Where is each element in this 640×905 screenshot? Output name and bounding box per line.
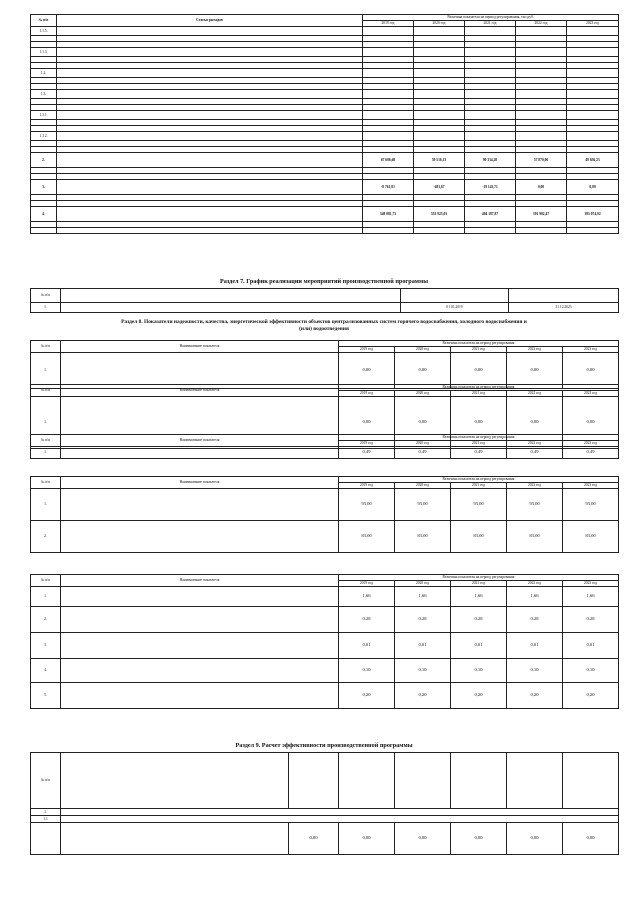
year-header: 2023 год: [563, 391, 619, 397]
year-header: 2020 год: [395, 581, 451, 587]
row-value: 0,49: [339, 447, 395, 459]
row-label: [57, 207, 363, 222]
row-value: 0,28: [507, 607, 563, 633]
row-value: [414, 90, 465, 99]
row-value: [516, 132, 567, 141]
row-value: 0,00: [507, 353, 563, 389]
row-value: [465, 48, 516, 57]
row-value: 0,00: [395, 823, 451, 855]
cost-row: [31, 48, 619, 57]
row-value: [567, 132, 619, 141]
year-header: 2023 год: [563, 581, 619, 587]
s8-col-no: № п/п: [31, 477, 61, 489]
row-value: [363, 48, 414, 57]
section7-title: Раздел 7. График реализации мероприятий производственной программы: [219, 278, 429, 285]
row-value: [567, 111, 619, 120]
row-number: 5.: [31, 683, 61, 709]
indicator-row: [31, 607, 619, 633]
s9-col-name: [61, 753, 289, 809]
col-item-header: Статья расходов: [57, 15, 363, 27]
row-label: [57, 228, 363, 234]
row-value: 395 074,92: [567, 207, 619, 222]
row-value: 0,01: [339, 633, 395, 659]
row-value: [363, 90, 414, 99]
row-value: 0,00: [451, 823, 507, 855]
row-value: [465, 69, 516, 78]
row-value: 0,00: [395, 397, 451, 449]
row-number: 3.: [31, 633, 61, 659]
row-value: 0,49: [563, 447, 619, 459]
s9-col-no: № п/п: [31, 753, 61, 809]
row-value: 0,49: [451, 447, 507, 459]
row-value: 90 334,20: [465, 153, 516, 168]
row-value: [363, 27, 414, 36]
total-row: [31, 207, 619, 222]
s7-col-no: № п/п: [31, 289, 61, 303]
row-value: [414, 111, 465, 120]
row-value: -9 761,81: [363, 180, 414, 195]
row-value: 49 656,23: [567, 153, 619, 168]
row-value: 57 870,06: [516, 153, 567, 168]
year-header: 2019 год: [339, 391, 395, 397]
row-value: 0,10: [451, 659, 507, 683]
row-value: [414, 48, 465, 57]
row-value: -19 143,71: [465, 180, 516, 195]
year-header: 2021 год: [451, 483, 507, 489]
section9-title: Раздел 9. Расчет эффективности производственной программы: [235, 742, 413, 749]
s8-col-name: Наименование показателя: [61, 385, 339, 397]
s9-col-year: [395, 753, 451, 809]
row-number: 1.: [31, 587, 61, 607]
row-number: 1.: [31, 397, 61, 449]
year-header: 2021 год: [451, 391, 507, 397]
row-value: 93,00: [451, 489, 507, 521]
row-value: 1,66: [395, 587, 451, 607]
row-value: 0,20: [507, 683, 563, 709]
row-value: [363, 69, 414, 78]
row-label: [61, 489, 339, 521]
year-header: 2023 год: [563, 441, 619, 447]
row-value: [567, 48, 619, 57]
cost-row: [31, 69, 619, 78]
total-subrow: [31, 228, 619, 234]
indicator-table: [30, 574, 619, 709]
s9-sub-label: [61, 816, 619, 823]
total-row: [31, 180, 619, 195]
row-value: 93,00: [395, 489, 451, 521]
row-value: 83,00: [451, 521, 507, 553]
row-value: 0,20: [563, 683, 619, 709]
row-value: 0,01: [507, 633, 563, 659]
s8-col-name: Наименование показателя: [61, 341, 339, 353]
indicator-row: [31, 683, 619, 709]
row-value: 1,66: [563, 587, 619, 607]
indicator-row: [31, 659, 619, 683]
cost-table: [30, 14, 619, 234]
row-value: [516, 69, 567, 78]
row-value: [363, 228, 414, 234]
indicator-row: [31, 633, 619, 659]
row-value: [516, 48, 567, 57]
indicator-row: [31, 489, 619, 521]
year-header: 2019 год: [363, 21, 414, 27]
row-value: 0,00: [451, 353, 507, 389]
row-value: [465, 27, 516, 36]
s8-col-no: № п/п: [31, 385, 61, 397]
section7-table: [30, 288, 619, 313]
year-header: 2022 год: [507, 391, 563, 397]
row-number: 1.: [31, 353, 61, 389]
year-header: 2021 год: [451, 581, 507, 587]
s7-row-start: 01.01.2019: [401, 303, 509, 313]
row-number: 1.: [31, 489, 61, 521]
row-value: 0,10: [563, 659, 619, 683]
year-header: 2022 год: [507, 441, 563, 447]
year-header: 2023 год: [563, 347, 619, 353]
row-value: [516, 111, 567, 120]
row-label: [61, 659, 339, 683]
s9-col-year: [339, 753, 395, 809]
section9-table: [30, 752, 619, 855]
row-value: [363, 132, 414, 141]
row-value: [414, 69, 465, 78]
s7-row-no: 1.: [31, 303, 61, 313]
s7-col-end: [509, 289, 619, 303]
row-number: 1.: [31, 447, 61, 459]
row-value: 0,00: [339, 823, 395, 855]
year-header: 2020 год: [395, 441, 451, 447]
year-header: 2020 год: [414, 21, 465, 27]
row-value: 0,00: [563, 397, 619, 449]
s7-row-end: 31.12.2023: [509, 303, 619, 313]
row-label: [61, 521, 339, 553]
row-value: 83,00: [395, 521, 451, 553]
row-label: [57, 180, 363, 195]
row-value: [414, 27, 465, 36]
row-value: [414, 132, 465, 141]
row-value: 348 081,73: [363, 207, 414, 222]
row-value: 0,00: [507, 397, 563, 449]
row-value: 0,00: [567, 180, 619, 195]
year-header: 2021 год: [451, 347, 507, 353]
row-number: 1.3.2.: [31, 132, 57, 141]
indicator-table: [30, 340, 619, 389]
row-value: 93,00: [563, 489, 619, 521]
section8-title-line2: (или) водоотведения: [299, 326, 349, 332]
row-label: [61, 447, 339, 459]
cost-row: [31, 111, 619, 120]
row-value: 1,66: [339, 587, 395, 607]
row-value: [414, 228, 465, 234]
cost-row: [31, 27, 619, 36]
row-value: 0,20: [451, 683, 507, 709]
row-value: [465, 90, 516, 99]
row-value: 67 606,68: [363, 153, 414, 168]
row-value: 0,28: [563, 607, 619, 633]
row-value: 404 187,87: [465, 207, 516, 222]
row-value: 0,00: [563, 823, 619, 855]
row-value: 0,00: [451, 397, 507, 449]
row-number: 1.1.5.: [31, 27, 57, 36]
row-number: 1.2.: [31, 69, 57, 78]
s8-col-name: Наименование показателя: [61, 477, 339, 489]
row-value: 83,00: [507, 521, 563, 553]
row-value: [516, 90, 567, 99]
row-value: [516, 228, 567, 234]
year-header: 2019 год: [339, 441, 395, 447]
row-label: [57, 153, 363, 168]
indicator-table: [30, 476, 619, 553]
row-value: 83,00: [563, 521, 619, 553]
row-value: 0,28: [339, 607, 395, 633]
year-header: 2022 год: [507, 483, 563, 489]
row-label: [57, 132, 363, 141]
row-value: [363, 111, 414, 120]
row-label: [57, 111, 363, 120]
year-header: 2022 год: [516, 21, 567, 27]
row-value: 59 516,13: [414, 153, 465, 168]
row-label: [57, 90, 363, 99]
row-value: 0,00: [507, 823, 563, 855]
s7-col-name: [61, 289, 401, 303]
row-label: [61, 587, 339, 607]
indicator-table: [30, 434, 619, 459]
s9-col-year: [563, 753, 619, 809]
s8-col-name: Наименование показателя: [61, 435, 339, 447]
year-header: 2023 год: [563, 483, 619, 489]
s9-col-year: [507, 753, 563, 809]
row-label: [57, 27, 363, 36]
row-value: 0,00: [289, 823, 339, 855]
row-label: [61, 683, 339, 709]
total-row: [31, 153, 619, 168]
year-header: 2022 год: [507, 581, 563, 587]
s7-col-start: [401, 289, 509, 303]
row-value: 0,00: [339, 353, 395, 389]
s7-row-name: [61, 303, 401, 313]
row-label: [57, 69, 363, 78]
col-no-header: № п/п: [31, 15, 57, 27]
row-value: 0,10: [507, 659, 563, 683]
section8-title-line1: Раздел 8. Показатели надежности, качества, энергетической эффективности объектов централизованных систем горячего водоснабжения, холодного водоснабжения и: [121, 319, 527, 325]
row-value: [567, 90, 619, 99]
row-value: 0,28: [451, 607, 507, 633]
row-value: 93,00: [507, 489, 563, 521]
s8-col-period: Величина показателя на период регулирования: [339, 477, 619, 483]
row-value: 391 902,47: [516, 207, 567, 222]
indicator-row: [31, 521, 619, 553]
row-value: [516, 27, 567, 36]
row-value: 0,20: [339, 683, 395, 709]
row-value: 0,01: [563, 633, 619, 659]
s9-sub-no: 1.1: [31, 816, 61, 823]
s9-group-no: 1.: [31, 809, 61, 816]
row-value: [465, 228, 516, 234]
row-value: 0,10: [395, 659, 451, 683]
year-header: 2023 год: [567, 21, 619, 27]
s9-col-base: [289, 753, 339, 809]
row-value: 83,00: [339, 521, 395, 553]
row-value: [465, 132, 516, 141]
s8-col-name: Наименование показателя: [61, 575, 339, 587]
row-number: [31, 228, 57, 234]
row-number: 3.: [31, 180, 57, 195]
s8-col-no: № п/п: [31, 575, 61, 587]
year-header: 2019 год: [339, 347, 395, 353]
s8-col-period: Величина показателя на период регулирования: [339, 385, 619, 391]
row-value: [567, 69, 619, 78]
row-value: 0,00: [516, 180, 567, 195]
row-value: 1,66: [451, 587, 507, 607]
row-value: 0,00: [339, 397, 395, 449]
year-header: 2021 год: [465, 21, 516, 27]
year-header: 2021 год: [451, 441, 507, 447]
year-header: 2019 год: [339, 581, 395, 587]
row-value: 93,00: [339, 489, 395, 521]
row-value: 0,49: [507, 447, 563, 459]
row-number: 2.: [31, 521, 61, 553]
cost-row: [31, 90, 619, 99]
year-header: 2020 год: [395, 347, 451, 353]
s8-col-period: Величина показателя на период регулирования: [339, 435, 619, 441]
row-number: 4.: [31, 207, 57, 222]
s8-col-no: № п/п: [31, 341, 61, 353]
row-number: 1.1.3.: [31, 48, 57, 57]
row-value: [567, 27, 619, 36]
row-number: 1.3.: [31, 90, 57, 99]
row-value: [567, 228, 619, 234]
row-value: 1,66: [507, 587, 563, 607]
row-number: 4.: [31, 659, 61, 683]
row-value: 0,01: [395, 633, 451, 659]
s8-col-period: Величина показателя на период регулирования: [339, 575, 619, 581]
s8-col-no: № п/п: [31, 435, 61, 447]
row-label: [57, 48, 363, 57]
cost-row: [31, 132, 619, 141]
s9-data-label: [61, 823, 289, 855]
row-label: [61, 607, 339, 633]
row-value: 0,10: [339, 659, 395, 683]
row-value: 0,20: [395, 683, 451, 709]
row-value: 353 923,03: [414, 207, 465, 222]
col-period-header: Величина показателя на период регулирования, тыс.руб.: [363, 15, 619, 21]
row-number: 1.3.1.: [31, 111, 57, 120]
row-value: 0,00: [395, 353, 451, 389]
row-value: 0,00: [563, 353, 619, 389]
s9-data-no: [31, 823, 61, 855]
row-value: [465, 111, 516, 120]
row-value: -481,67: [414, 180, 465, 195]
indicator-row: [31, 447, 619, 459]
indicator-row: [31, 587, 619, 607]
row-number: 2.: [31, 607, 61, 633]
s8-col-period: Величина показателя на период регулирования: [339, 341, 619, 347]
row-value: 0,28: [395, 607, 451, 633]
row-number: 2.: [31, 153, 57, 168]
year-header: 2022 год: [507, 347, 563, 353]
year-header: 2020 год: [395, 391, 451, 397]
row-value: 0,49: [395, 447, 451, 459]
year-header: 2020 год: [395, 483, 451, 489]
s9-col-year: [451, 753, 507, 809]
row-value: 0,01: [451, 633, 507, 659]
year-header: 2019 год: [339, 483, 395, 489]
s9-group-label: [61, 809, 619, 816]
row-label: [61, 633, 339, 659]
